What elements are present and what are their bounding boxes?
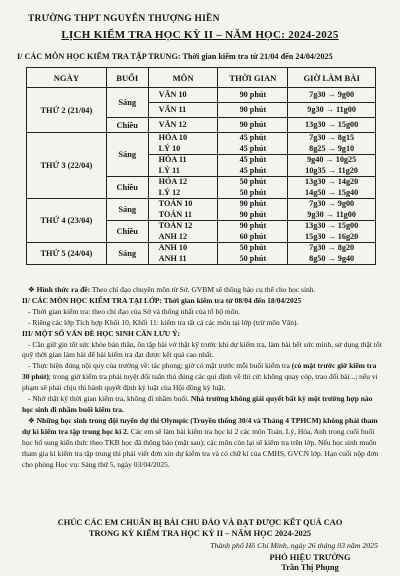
- note-emphasis: (có mặt trước giờ kiểm tra 30 phút): [22, 361, 377, 382]
- exam-schedule-table: [26, 67, 376, 265]
- subject-line: TOÁN 11: [158, 209, 192, 219]
- duration-line: 90 phút: [239, 221, 267, 230]
- duration-cell: [218, 155, 288, 177]
- note-exam-format-label: Hình thức ra đề:: [36, 285, 91, 294]
- time-cell: [288, 155, 376, 177]
- duration-line: 90 phút: [239, 199, 267, 208]
- subject-cell: [148, 243, 218, 265]
- subject-line: LÝ 11: [158, 165, 180, 175]
- time-line: 9g30 → 11g00: [307, 209, 356, 219]
- subject-line: ANH 10: [158, 243, 188, 252]
- bullet-icon: -: [28, 317, 33, 327]
- duration-line: 50 phút: [239, 187, 267, 197]
- section-2-heading: [22, 296, 382, 307]
- subject-line: HÓA 11: [158, 155, 187, 164]
- subject-cell: [148, 177, 218, 199]
- subject-line: ANH 12: [158, 231, 188, 241]
- header-duration: THỜI GIAN: [218, 68, 288, 88]
- table-row: [27, 199, 376, 221]
- table-row: [27, 88, 376, 103]
- section-2-time-range: Thời gian kiểm tra từ 08/04 đến 18/04/2025: [161, 295, 302, 305]
- subject-cell: [148, 155, 218, 177]
- subject-line: ANH 11: [158, 253, 187, 263]
- section-2-item-text: Riêng các lớp Tích hợp Khối 10, Khối 11: kiểm tra tất cả các môn tại lớp (trừ môn Văn).: [32, 317, 299, 327]
- duration-cell: [218, 199, 288, 221]
- subject-line: LÝ 10: [158, 143, 181, 153]
- time-cell: [288, 133, 376, 155]
- subject-cell: [148, 221, 218, 243]
- note-paragraph: [22, 394, 382, 416]
- day-cell: THỨ 3 (22/04): [27, 133, 107, 199]
- time-line: 14g50 → 15g40: [305, 187, 359, 197]
- session-cell: Chiều: [106, 221, 148, 243]
- subject-cell: VĂN 11: [148, 103, 218, 118]
- note-emphasis: Nhà trường không giải quyết bất kỳ một trường hợp nào học sinh đi nhầm buổi kiểm tra.: [22, 394, 373, 414]
- time-line: 7g30 → 8g15: [309, 133, 355, 142]
- subject-line: LÝ 12: [158, 187, 181, 197]
- session-cell: Chiều: [106, 177, 148, 199]
- time-cell: 9g30 → 11g00: [288, 103, 376, 118]
- time-cell: [288, 243, 376, 265]
- subject-line: HÓA 10: [158, 133, 188, 142]
- subject-line: TOÁN 10: [158, 199, 193, 208]
- note-text: Các em sẽ làm bài kiểm tra học kì 2 các môn Toán, Lý, Hóa, Anh trong cuối buổi học bổ sung kiến thức theo TKB học đã thông báo (mặt sau); các môn còn lại sẽ kiểm tra trên lớp. Nếu học sinh muốn tham gia kì kiểm tra tập trung thì phải viết đơn xin dự kiểm tra và có chữ kí của CMHS, GVCN lớp. Hạn cuối nộp đơn cho phòng Học vụ: Sáng thứ 5, ngày 03/04/2025.: [22, 426, 379, 469]
- time-cell: [288, 177, 376, 199]
- session-cell: Sáng: [106, 199, 148, 221]
- session-cell: Chiều: [106, 118, 148, 133]
- time-cell: [288, 221, 376, 243]
- school-name: TRƯỜNG THPT NGUYỄN THƯỢNG HIỀN: [28, 14, 220, 24]
- signer-name: Trần Thị Phụng: [281, 563, 339, 572]
- time-line: 8g50 → 9g40: [309, 253, 355, 263]
- time-cell: 7g30 → 9g00: [288, 88, 376, 103]
- duration-line: 45 phút: [239, 155, 267, 164]
- subject-cell: VĂN 12: [148, 118, 218, 133]
- session-cell: Sáng: [106, 88, 148, 118]
- time-line: 8g25 → 9g10: [309, 143, 355, 153]
- header-session: BUỔI: [106, 68, 148, 88]
- table-row: [27, 243, 376, 265]
- header-time: GIỜ LÀM BÀI: [288, 68, 376, 88]
- signer-role: PHÓ HIỆU TRƯỞNG: [269, 553, 351, 562]
- duration-line: 50 phút: [239, 177, 267, 186]
- duration-line: 90 phút: [239, 209, 267, 219]
- duration-cell: [218, 177, 288, 199]
- duration-cell: 90 phút: [218, 118, 288, 133]
- duration-cell: 90 phút: [218, 88, 288, 103]
- note-paragraph: [22, 416, 382, 471]
- time-line: 9g40 → 10g25: [307, 155, 357, 164]
- issue-date: Thành phố Hồ Chí Minh, ngày 26 tháng 03 năm 2025: [210, 541, 378, 550]
- subject-line: TOÁN 12: [158, 221, 193, 230]
- time-line: 13g30 → 15g00: [305, 221, 359, 230]
- subject-cell: [148, 199, 218, 221]
- bullet-icon: ❖: [28, 285, 37, 294]
- subject-cell: VĂN 10: [148, 88, 218, 103]
- note-emphasis: Những học sinh trong đội tuyển dự thi Olympic (Truyền thống 30/4 và Tháng 4 TPHCM) không phải tham dự kì kiểm tra tập trung học kì 2.: [22, 415, 378, 436]
- section-1-title: I/ CÁC MÔN HỌC KIỂM TRA TẬP TRUNG:: [17, 52, 181, 61]
- duration-cell: [218, 133, 288, 155]
- note-text: ; trong giờ kiểm tra phải tuyệt đối tuân thủ đúng các qui định về thi cử: không quay cóp, trao đổi bài...; nếu vi phạm sẽ phải chịu thi hành quyết định kỷ luật của Hội đồng kỷ luật.: [22, 372, 378, 393]
- duration-cell: [218, 243, 288, 265]
- header-day: NGÀY: [27, 68, 107, 88]
- day-cell: THỨ 2 (21/04): [27, 88, 107, 133]
- closing-message: [0, 517, 400, 539]
- time-line: 7g30 → 9g00: [309, 199, 355, 208]
- note-exam-format-text: Theo chỉ đạo chuyên môn từ Sở. GVBM sẽ thông báo cụ thể cho học sinh.: [90, 285, 316, 294]
- table-header-row: [27, 68, 376, 88]
- note-paragraph: - Cần giữ gìn tốt sức khỏe bản thân, ôn tập bài vở thật kỹ trước khi dự kiểm tra, làm bài hết sức mình, sử dụng thật tốt quỹ thời gian làm bài để bài kiểm tra đạt được kết quả cao nhất.: [22, 339, 382, 360]
- bullet-icon: -: [28, 306, 33, 316]
- time-cell: 13g30 → 15g00: [288, 118, 376, 133]
- session-cell: Sáng: [106, 243, 148, 265]
- time-cell: [288, 199, 376, 221]
- time-line: 10g35 → 11g20: [305, 165, 359, 175]
- bullet-icon: ❖: [28, 415, 37, 425]
- duration-line: 50 phút: [239, 253, 267, 263]
- document-title: LỊCH KIỂM TRA HỌC KỲ II – NĂM HỌC: 2024-2025: [61, 29, 339, 41]
- time-line: 7g30 → 8g20: [309, 243, 355, 252]
- session-cell: Sáng: [106, 133, 148, 177]
- signature-block: [255, 553, 365, 573]
- closing-line-1: CHÚC CÁC EM CHUẨN BỊ BÀI CHU ĐÁO VÀ ĐẠT ĐƯỢC KẾT QUẢ CAO: [57, 518, 343, 527]
- section-2-item: [22, 318, 382, 329]
- duration-line: 45 phút: [239, 143, 267, 153]
- notes-section: [22, 285, 382, 470]
- duration-cell: [218, 221, 288, 243]
- subject-cell: [148, 133, 218, 155]
- section-2-item: [22, 307, 382, 318]
- day-cell: THỨ 4 (23/04): [27, 199, 107, 243]
- note-paragraph: [22, 361, 382, 394]
- note-text: - Thực hiện đúng nội quy của trường về: tác phong; giờ có mặt trước mỗi buổi kiểm tra: [28, 361, 292, 371]
- time-line: 15g30 → 16g20: [305, 231, 359, 241]
- section-2-item-text: Thời gian kiểm tra: theo chỉ đạo của Sở và thống nhất của tổ bộ môn.: [32, 306, 241, 316]
- duration-cell: 90 phút: [218, 103, 288, 118]
- day-cell: THỨ 5 (24/04): [27, 243, 107, 265]
- duration-line: 50 phút: [239, 243, 267, 252]
- section-1-time-range: Thời gian kiểm tra từ 21/04 đến 24/04/2025: [180, 52, 333, 61]
- duration-line: 45 phút: [239, 133, 267, 142]
- section-3-heading: III/ MỘT SỐ VẤN ĐỀ HỌC SINH CẦN LƯU Ý:: [22, 328, 181, 338]
- closing-line-2: TRONG KỲ KIỂM TRA HỌC KỲ II – NĂM HỌC 2024-2025: [88, 529, 312, 538]
- duration-line: 60 phút: [239, 231, 267, 241]
- subject-line: HÓA 12: [158, 177, 188, 186]
- section-2-title: II/ CÁC MÔN HỌC KIỂM TRA TẠI LỚP:: [22, 295, 162, 305]
- header-subject: MÔN: [148, 68, 218, 88]
- time-line: 13g30 → 14g20: [305, 177, 359, 186]
- table-row: [27, 133, 376, 155]
- note-text: - Nhớ thật kỹ thời gian kiểm tra, không đi nhầm buổi.: [28, 394, 191, 404]
- section-1-heading: [17, 52, 333, 61]
- duration-line: 45 phút: [239, 165, 267, 175]
- note-exam-format: [22, 285, 382, 296]
